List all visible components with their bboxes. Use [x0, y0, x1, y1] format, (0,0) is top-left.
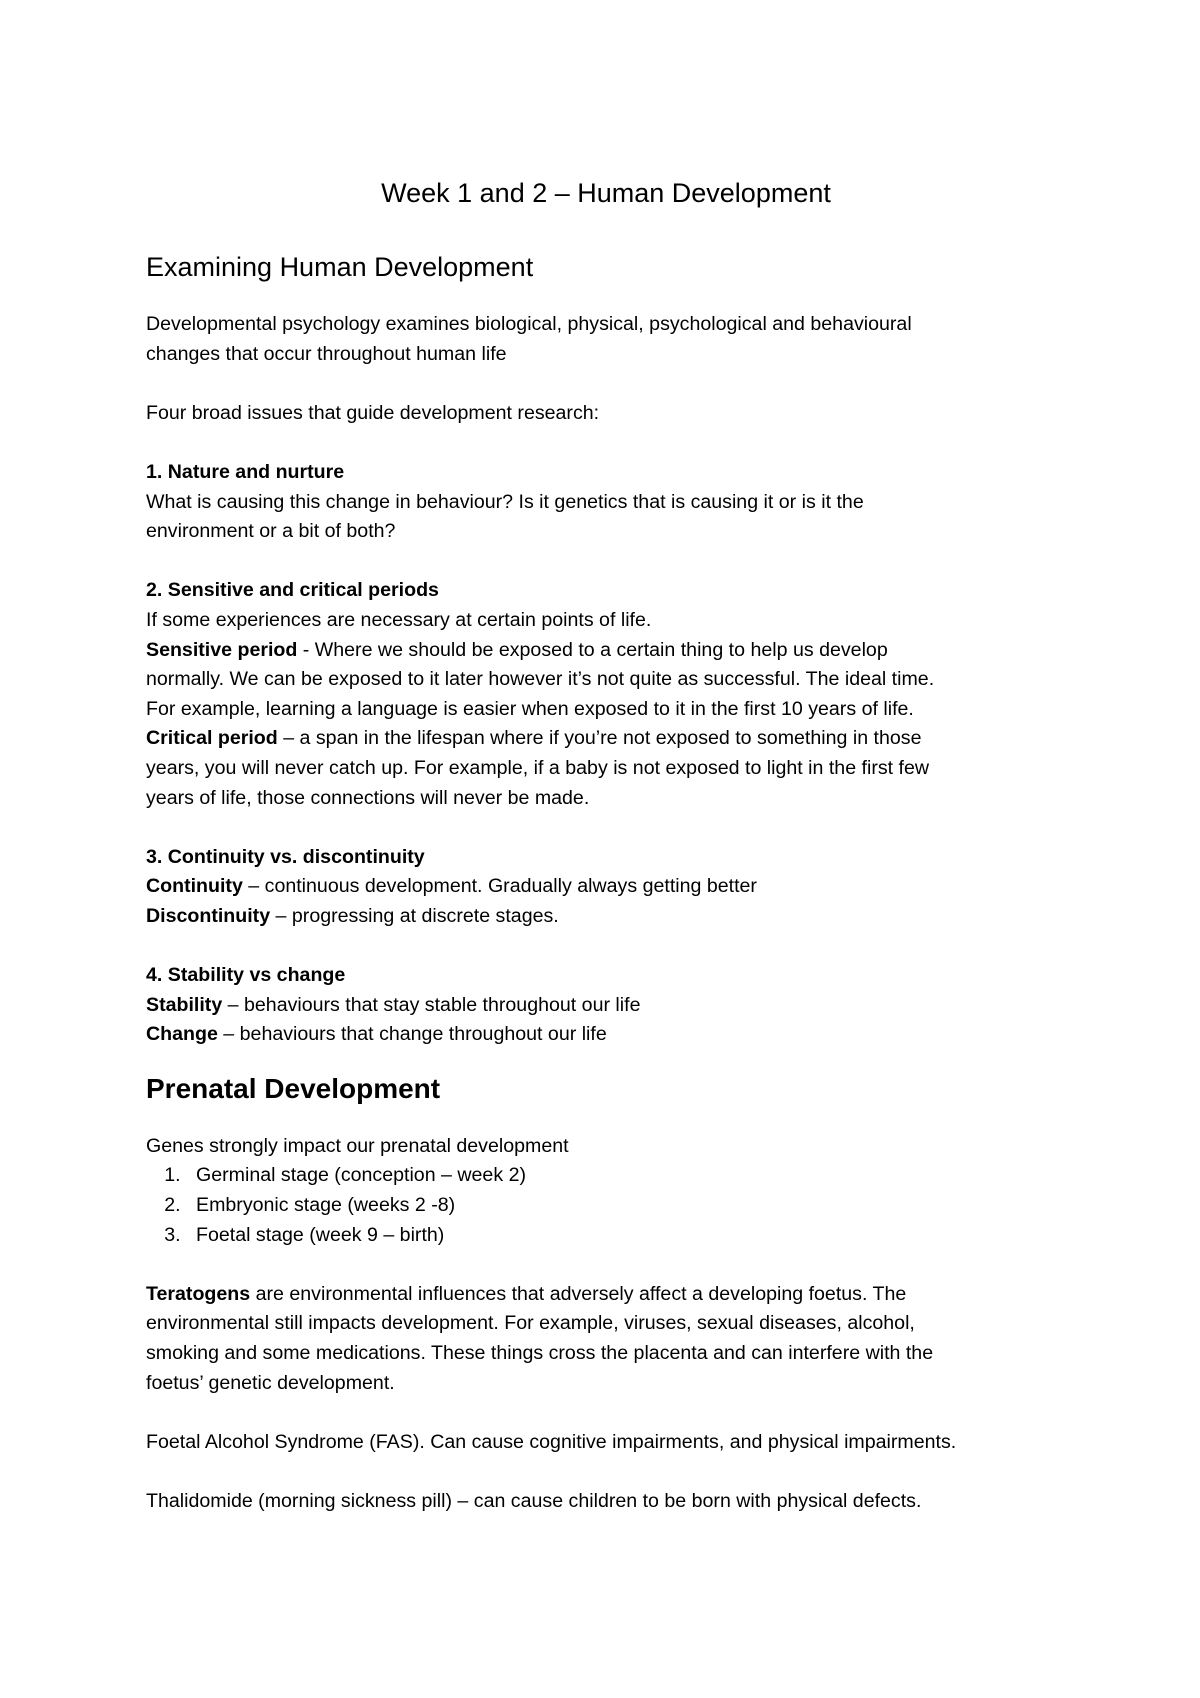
issue-heading-stability: 4. Stability vs change: [146, 964, 346, 987]
section-heading-examining: Examining Human Development: [146, 252, 534, 282]
intro-paragraph: [146, 310, 1066, 369]
section-heading-prenatal: Prenatal Development: [146, 1072, 441, 1104]
critical-line-2: years, you will never catch up. For example, if a baby is not exposed to light in the first few: [146, 756, 930, 779]
list-item: 3. Foetal stage (week 9 – birth): [186, 1221, 1066, 1251]
list-item: 2. Embryonic stage (weeks 2 -8): [186, 1191, 1066, 1221]
change-text: – behaviours that change throughout our life: [217, 1023, 607, 1046]
teratogens-line-3: smoking and some medications. These things cross the placenta and can interfere with the: [146, 1342, 934, 1364]
continuity-term: Continuity: [146, 875, 243, 898]
change-line: [146, 1020, 1066, 1050]
stability-text: – behaviours that stay stable throughout our life: [222, 993, 641, 1016]
continuity-line: [146, 872, 1066, 902]
issue-heading-continuity: 3. Continuity vs. discontinuity: [146, 845, 425, 868]
teratogens-paragraph: [146, 1280, 1066, 1398]
sensitive-line-2: normally. We can be exposed to it later however it’s not quite as successful. The ideal time.: [146, 668, 935, 691]
change-term: Change: [146, 1023, 218, 1046]
teratogens-line-1: are environmental influences that adversely affect a developing foetus. The: [250, 1282, 907, 1305]
genes-line: Genes strongly impact our prenatal development: [146, 1134, 569, 1157]
teratogens-term: Teratogens: [146, 1282, 251, 1305]
issue-heading-sensitive-critical: 2. Sensitive and critical periods: [146, 579, 439, 602]
teratogens-line-2: environmental still impacts development. For example, viruses, sexual diseases, alcohol,: [146, 1312, 915, 1335]
prenatal-stages-list: [146, 1161, 1066, 1250]
critical-period-paragraph: [146, 724, 1066, 813]
issues-intro: Four broad issues that guide development research:: [146, 401, 600, 424]
teratogens-line-4: foetus’ genetic development.: [146, 1371, 395, 1394]
issue-2-line-1: If some experiences are necessary at certain points of life.: [146, 608, 652, 631]
stability-term: Stability: [146, 993, 223, 1016]
issue-1-line-1: What is causing this change in behaviour? Is it genetics that is causing it or is it the: [146, 490, 864, 513]
document-title: Week 1 and 2 – Human Development: [381, 178, 831, 208]
critical-line-3: years of life, those connections will never be made.: [146, 786, 590, 809]
sensitive-period-paragraph: [146, 636, 1066, 725]
document-body: [146, 176, 1066, 1517]
fas-paragraph: Foetal Alcohol Syndrome (FAS). Can cause cognitive impairments, and physical impairments.: [146, 1430, 957, 1453]
sensitive-period-term: Sensitive period: [146, 638, 298, 661]
list-item: 1. Germinal stage (conception – week 2): [186, 1161, 1066, 1191]
thalidomide-paragraph: Thalidomide (morning sickness pill) – can cause children to be born with physical defects.: [146, 1489, 922, 1512]
continuity-text: – continuous development. Gradually always getting better: [242, 875, 757, 898]
sensitive-line-1: - Where we should be exposed to a certain thing to help us develop: [297, 638, 888, 661]
intro-line-1: Developmental psychology examines biological, physical, psychological and behavioural: [146, 313, 912, 335]
stability-line: [146, 991, 1066, 1021]
discontinuity-line: [146, 902, 1066, 932]
discontinuity-text: – progressing at discrete stages.: [270, 904, 559, 927]
critical-line-1: – a span in the lifespan where if you’re not exposed to something in those: [277, 727, 922, 750]
issue-heading-nature-nurture: 1. Nature and nurture: [146, 460, 345, 483]
issue-1-line-2: environment or a bit of both?: [146, 520, 396, 543]
discontinuity-term: Discontinuity: [146, 904, 271, 927]
sensitive-line-3: For example, learning a language is easier when exposed to it in the first 10 years of life.: [146, 697, 914, 720]
intro-line-2: changes that occur throughout human life: [146, 342, 507, 365]
critical-period-term: Critical period: [146, 727, 278, 750]
issue-1-text: [146, 488, 1066, 547]
